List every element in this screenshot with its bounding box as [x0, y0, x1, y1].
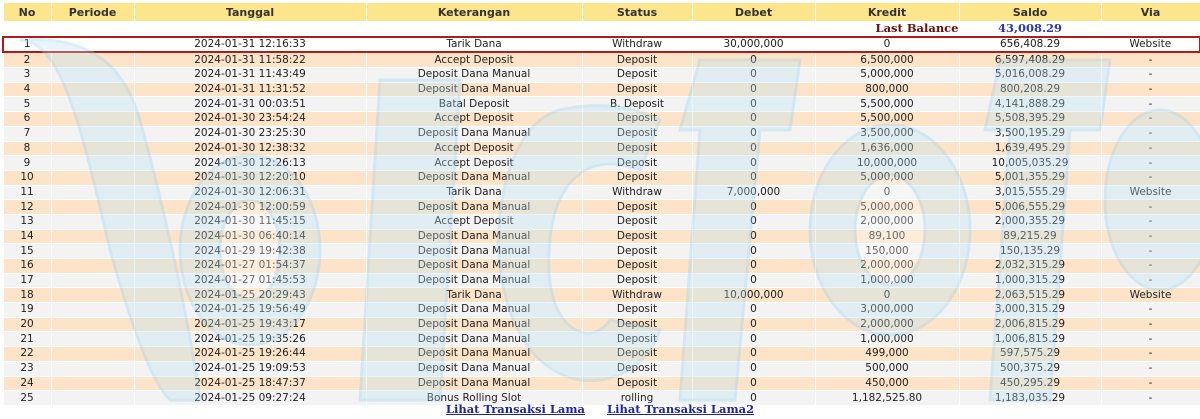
cell-periode [51, 156, 134, 171]
cell-saldo: 2,032,315.29 [959, 259, 1101, 274]
cell-periode [51, 376, 134, 391]
cell-debet: 0 [692, 244, 815, 259]
transaction-table [2, 2, 1200, 406]
cell-debet: 0 [692, 259, 815, 274]
table-row [3, 185, 1200, 200]
cell-tanggal: 2024-01-25 09:27:24 [134, 391, 366, 406]
cell-keterangan: Deposit Dana Manual [366, 303, 582, 318]
cell-periode [51, 185, 134, 200]
cell-keterangan: Deposit Dana Manual [366, 361, 582, 376]
cell-saldo: 10,005,035.29 [959, 156, 1101, 171]
last-balance-value: 43,008.29 [959, 22, 1101, 37]
cell-via: - [1101, 97, 1200, 112]
table-row [3, 200, 1200, 215]
table-row [3, 37, 1200, 53]
table-row [3, 361, 1200, 376]
table-row [3, 273, 1200, 288]
cell-debet: 0 [692, 332, 815, 347]
cell-no: 3 [3, 68, 51, 83]
cell-periode [51, 303, 134, 318]
cell-debet: 10,000,000 [692, 288, 815, 303]
header-debet: Debet [692, 3, 815, 22]
cell-via: - [1101, 200, 1200, 215]
cell-saldo: 89,215.29 [959, 229, 1101, 244]
cell-tanggal: 2024-01-30 12:06:31 [134, 185, 366, 200]
cell-keterangan: Deposit Dana Manual [366, 126, 582, 141]
table-row [3, 229, 1200, 244]
cell-periode [51, 214, 134, 229]
cell-tanggal: 2024-01-31 00:03:51 [134, 97, 366, 112]
cell-periode [51, 200, 134, 215]
cell-keterangan: Deposit Dana Manual [366, 317, 582, 332]
cell-status: Deposit [582, 347, 692, 362]
cell-no: 10 [3, 170, 51, 185]
cell-via: - [1101, 214, 1200, 229]
cell-periode [51, 68, 134, 83]
cell-saldo: 1,000,315.29 [959, 273, 1101, 288]
cell-saldo: 1,183,035.29 [959, 391, 1101, 406]
table-row [3, 141, 1200, 156]
cell-kredit: 499,000 [815, 347, 959, 362]
cell-saldo: 656,408.29 [959, 37, 1101, 53]
cell-saldo: 5,016,008.29 [959, 68, 1101, 83]
cell-no: 15 [3, 244, 51, 259]
table-row [3, 68, 1200, 83]
cell-kredit: 89,100 [815, 229, 959, 244]
cell-debet: 0 [692, 229, 815, 244]
header-tanggal: Tanggal [134, 3, 366, 22]
table-row [3, 52, 1200, 67]
cell-tanggal: 2024-01-30 12:26:13 [134, 156, 366, 171]
cell-tanggal: 2024-01-30 12:00:59 [134, 200, 366, 215]
cell-kredit: 1,182,525.80 [815, 391, 959, 406]
cell-tanggal: 2024-01-30 06:40:14 [134, 229, 366, 244]
cell-status: Deposit [582, 52, 692, 67]
cell-kredit: 2,000,000 [815, 259, 959, 274]
cell-saldo: 1,639,495.29 [959, 141, 1101, 156]
cell-no: 17 [3, 273, 51, 288]
cell-periode [51, 52, 134, 67]
cell-tanggal: 2024-01-25 19:56:49 [134, 303, 366, 318]
cell-tanggal: 2024-01-25 19:35:26 [134, 332, 366, 347]
cell-no: 4 [3, 82, 51, 97]
cell-status: Deposit [582, 244, 692, 259]
cell-keterangan: Deposit Dana Manual [366, 170, 582, 185]
cell-tanggal: 2024-01-30 11:45:15 [134, 214, 366, 229]
cell-via: - [1101, 317, 1200, 332]
cell-keterangan: Bonus Rolling Slot [366, 391, 582, 406]
cell-via: - [1101, 52, 1200, 67]
cell-debet: 0 [692, 214, 815, 229]
cell-status: Deposit [582, 273, 692, 288]
table-row [3, 376, 1200, 391]
cell-kredit: 2,000,000 [815, 214, 959, 229]
cell-keterangan: Accept Deposit [366, 52, 582, 67]
cell-status: Deposit [582, 141, 692, 156]
cell-debet: 0 [692, 200, 815, 215]
cell-status: Deposit [582, 317, 692, 332]
cell-debet: 0 [692, 273, 815, 288]
header-kredit: Kredit [815, 3, 959, 22]
cell-no: 5 [3, 97, 51, 112]
cell-tanggal: 2024-01-30 23:54:24 [134, 112, 366, 127]
cell-no: 16 [3, 259, 51, 274]
cell-no: 11 [3, 185, 51, 200]
cell-tanggal: 2024-01-25 19:43:17 [134, 317, 366, 332]
table-row [3, 126, 1200, 141]
cell-no: 23 [3, 361, 51, 376]
cell-periode [51, 229, 134, 244]
cell-debet: 0 [692, 112, 815, 127]
cell-saldo: 5,508,395.29 [959, 112, 1101, 127]
cell-kredit: 500,000 [815, 361, 959, 376]
header-keterangan: Keterangan [366, 3, 582, 22]
cell-saldo: 2,000,355.29 [959, 214, 1101, 229]
cell-keterangan: Accept Deposit [366, 214, 582, 229]
cell-tanggal: 2024-01-29 19:42:38 [134, 244, 366, 259]
cell-via: - [1101, 303, 1200, 318]
cell-keterangan: Accept Deposit [366, 112, 582, 127]
cell-periode [51, 259, 134, 274]
link-lihat-transaksi-lama[interactable]: Lihat Transaksi Lama [445, 402, 585, 416]
cell-status: Deposit [582, 361, 692, 376]
cell-via: - [1101, 126, 1200, 141]
cell-saldo: 150,135.29 [959, 244, 1101, 259]
cell-debet: 7,000,000 [692, 185, 815, 200]
cell-keterangan: Deposit Dana Manual [366, 376, 582, 391]
cell-debet: 0 [692, 68, 815, 83]
table-row [3, 317, 1200, 332]
cell-via: - [1101, 361, 1200, 376]
cell-kredit: 0 [815, 288, 959, 303]
cell-status: Deposit [582, 214, 692, 229]
cell-debet: 0 [692, 52, 815, 67]
cell-tanggal: 2024-01-30 12:20:10 [134, 170, 366, 185]
cell-via: - [1101, 82, 1200, 97]
cell-debet: 0 [692, 82, 815, 97]
cell-tanggal: 2024-01-25 20:29:43 [134, 288, 366, 303]
cell-tanggal: 2024-01-27 01:45:53 [134, 273, 366, 288]
cell-debet: 0 [692, 303, 815, 318]
cell-periode [51, 273, 134, 288]
cell-saldo: 5,001,355.29 [959, 170, 1101, 185]
cell-via: - [1101, 156, 1200, 171]
cell-periode [51, 112, 134, 127]
cell-saldo: 800,208.29 [959, 82, 1101, 97]
cell-status: Deposit [582, 156, 692, 171]
cell-keterangan: Deposit Dana Manual [366, 229, 582, 244]
table-row [3, 170, 1200, 185]
cell-via: - [1101, 229, 1200, 244]
cell-debet: 0 [692, 361, 815, 376]
cell-tanggal: 2024-01-31 11:58:22 [134, 52, 366, 67]
cell-debet: 0 [692, 170, 815, 185]
cell-kredit: 2,000,000 [815, 317, 959, 332]
cell-via: - [1101, 112, 1200, 127]
cell-no: 24 [3, 376, 51, 391]
cell-debet: 0 [692, 126, 815, 141]
cell-saldo: 1,006,815.29 [959, 332, 1101, 347]
cell-keterangan: Deposit Dana Manual [366, 68, 582, 83]
cell-keterangan: Tarik Dana [366, 37, 582, 53]
cell-no: 6 [3, 112, 51, 127]
cell-via: - [1101, 376, 1200, 391]
cell-status: rolling [582, 391, 692, 406]
cell-status: Deposit [582, 303, 692, 318]
cell-keterangan: Accept Deposit [366, 156, 582, 171]
last-balance-label: Last Balance [815, 22, 959, 37]
cell-periode [51, 361, 134, 376]
cell-via: - [1101, 170, 1200, 185]
cell-via: - [1101, 347, 1200, 362]
cell-status: Deposit [582, 82, 692, 97]
cell-tanggal: 2024-01-25 19:09:53 [134, 361, 366, 376]
cell-via: Website [1101, 185, 1200, 200]
cell-keterangan: Deposit Dana Manual [366, 200, 582, 215]
cell-keterangan: Deposit Dana Manual [366, 82, 582, 97]
cell-kredit: 5,500,000 [815, 97, 959, 112]
cell-saldo: 2,063,515.29 [959, 288, 1101, 303]
table-row [3, 259, 1200, 274]
cell-periode [51, 170, 134, 185]
cell-no: 1 [3, 37, 51, 53]
header-no: No [3, 3, 51, 22]
cell-keterangan: Batal Deposit [366, 97, 582, 112]
cell-periode [51, 244, 134, 259]
table-row [3, 288, 1200, 303]
header-periode: Periode [51, 3, 134, 22]
cell-status: Deposit [582, 376, 692, 391]
cell-saldo: 2,006,815.29 [959, 317, 1101, 332]
cell-no: 9 [3, 156, 51, 171]
footer-links [0, 402, 1200, 416]
cell-no: 20 [3, 317, 51, 332]
cell-periode [51, 332, 134, 347]
cell-keterangan: Deposit Dana Manual [366, 332, 582, 347]
cell-saldo: 450,295.29 [959, 376, 1101, 391]
cell-no: 12 [3, 200, 51, 215]
cell-kredit: 0 [815, 185, 959, 200]
cell-kredit: 5,500,000 [815, 112, 959, 127]
cell-status: Deposit [582, 229, 692, 244]
cell-status: Withdraw [582, 185, 692, 200]
cell-kredit: 5,000,000 [815, 170, 959, 185]
last-balance-row [3, 22, 1200, 37]
cell-periode [51, 288, 134, 303]
cell-via: - [1101, 141, 1200, 156]
cell-kredit: 3,500,000 [815, 126, 959, 141]
cell-kredit: 800,000 [815, 82, 959, 97]
cell-periode [51, 37, 134, 53]
cell-status: Withdraw [582, 37, 692, 53]
table-row [3, 332, 1200, 347]
cell-debet: 30,000,000 [692, 37, 815, 53]
header-saldo: Saldo [959, 3, 1101, 22]
cell-debet: 0 [692, 317, 815, 332]
cell-debet: 0 [692, 391, 815, 406]
cell-kredit: 450,000 [815, 376, 959, 391]
table-row [3, 244, 1200, 259]
cell-kredit: 6,500,000 [815, 52, 959, 67]
cell-tanggal: 2024-01-25 18:47:37 [134, 376, 366, 391]
cell-status: Deposit [582, 259, 692, 274]
cell-no: 25 [3, 391, 51, 406]
cell-keterangan: Accept Deposit [366, 141, 582, 156]
cell-debet: 0 [692, 376, 815, 391]
cell-status: Deposit [582, 112, 692, 127]
cell-keterangan: Deposit Dana Manual [366, 259, 582, 274]
cell-keterangan: Tarik Dana [366, 185, 582, 200]
cell-periode [51, 126, 134, 141]
cell-saldo: 3,000,315.29 [959, 303, 1101, 318]
table-row [3, 303, 1200, 318]
cell-status: Deposit [582, 200, 692, 215]
header-status: Status [582, 3, 692, 22]
cell-no: 2 [3, 52, 51, 67]
cell-tanggal: 2024-01-31 11:43:49 [134, 68, 366, 83]
table-row [3, 112, 1200, 127]
cell-kredit: 1,000,000 [815, 332, 959, 347]
cell-saldo: 4,141,888.29 [959, 97, 1101, 112]
cell-debet: 0 [692, 141, 815, 156]
cell-kredit: 0 [815, 37, 959, 53]
cell-via: - [1101, 332, 1200, 347]
cell-debet: 0 [692, 97, 815, 112]
cell-status: B. Deposit [582, 97, 692, 112]
cell-status: Withdraw [582, 288, 692, 303]
link-lihat-transaksi-lama2[interactable]: Lihat Transaksi Lama2 [607, 402, 755, 416]
cell-saldo: 3,015,555.29 [959, 185, 1101, 200]
cell-no: 8 [3, 141, 51, 156]
cell-via: - [1101, 259, 1200, 274]
cell-via: - [1101, 391, 1200, 406]
cell-periode [51, 141, 134, 156]
cell-periode [51, 82, 134, 97]
cell-tanggal: 2024-01-27 01:54:37 [134, 259, 366, 274]
cell-keterangan: Deposit Dana Manual [366, 244, 582, 259]
cell-tanggal: 2024-01-31 12:16:33 [134, 37, 366, 53]
cell-kredit: 5,000,000 [815, 200, 959, 215]
cell-debet: 0 [692, 156, 815, 171]
table-row [3, 214, 1200, 229]
cell-via: Website [1101, 37, 1200, 53]
cell-no: 7 [3, 126, 51, 141]
cell-status: Deposit [582, 332, 692, 347]
cell-saldo: 5,006,555.29 [959, 200, 1101, 215]
header-via: Via [1101, 3, 1200, 22]
cell-no: 22 [3, 347, 51, 362]
cell-via: - [1101, 68, 1200, 83]
cell-status: Deposit [582, 68, 692, 83]
cell-saldo: 597,575.29 [959, 347, 1101, 362]
cell-keterangan: Tarik Dana [366, 288, 582, 303]
table-row [3, 82, 1200, 97]
cell-no: 18 [3, 288, 51, 303]
cell-periode [51, 97, 134, 112]
cell-keterangan: Deposit Dana Manual [366, 273, 582, 288]
cell-kredit: 1,000,000 [815, 273, 959, 288]
table-row [3, 156, 1200, 171]
cell-via: - [1101, 244, 1200, 259]
table-row [3, 97, 1200, 112]
cell-kredit: 3,000,000 [815, 303, 959, 318]
cell-via: - [1101, 273, 1200, 288]
cell-status: Deposit [582, 126, 692, 141]
cell-no: 21 [3, 332, 51, 347]
cell-kredit: 5,000,000 [815, 68, 959, 83]
cell-kredit: 150,000 [815, 244, 959, 259]
cell-no: 19 [3, 303, 51, 318]
cell-tanggal: 2024-01-25 19:26:44 [134, 347, 366, 362]
cell-tanggal: 2024-01-30 12:38:32 [134, 141, 366, 156]
table-row [3, 347, 1200, 362]
cell-keterangan: Deposit Dana Manual [366, 347, 582, 362]
cell-status: Deposit [582, 170, 692, 185]
cell-kredit: 1,636,000 [815, 141, 959, 156]
table-header-row [3, 3, 1200, 22]
cell-via: Website [1101, 288, 1200, 303]
cell-tanggal: 2024-01-30 23:25:30 [134, 126, 366, 141]
cell-tanggal: 2024-01-31 11:31:52 [134, 82, 366, 97]
cell-saldo: 6,597,408.29 [959, 52, 1101, 67]
cell-no: 13 [3, 214, 51, 229]
cell-kredit: 10,000,000 [815, 156, 959, 171]
cell-no: 14 [3, 229, 51, 244]
cell-saldo: 500,375.29 [959, 361, 1101, 376]
cell-debet: 0 [692, 347, 815, 362]
cell-periode [51, 347, 134, 362]
cell-periode [51, 317, 134, 332]
cell-saldo: 3,500,195.29 [959, 126, 1101, 141]
